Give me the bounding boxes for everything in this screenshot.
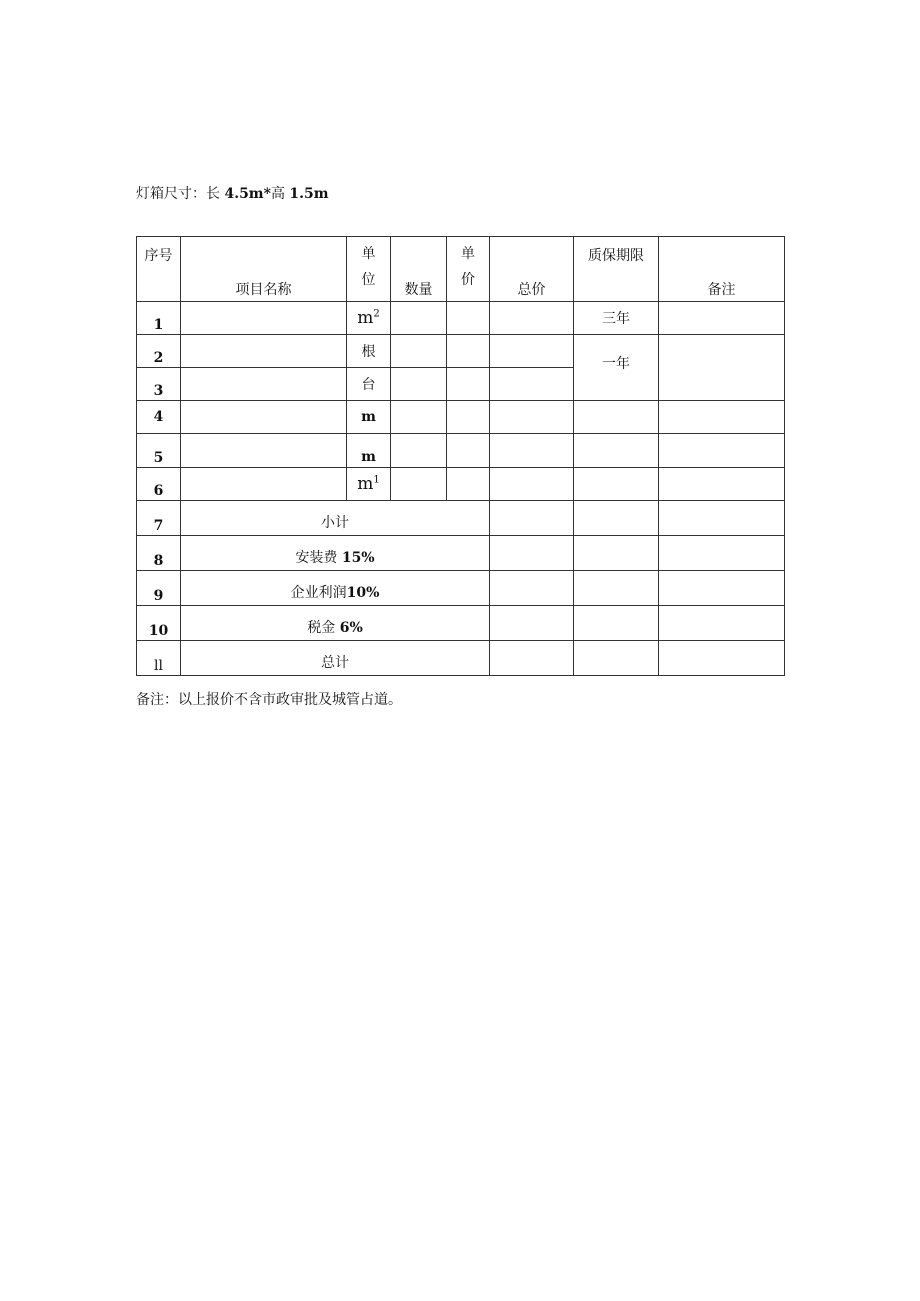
remark-cell (659, 434, 785, 468)
summary-label-cell (181, 641, 490, 676)
remark-cell (659, 641, 785, 676)
remark-cell (659, 302, 785, 335)
summary-row (137, 536, 785, 571)
quantity-cell (391, 401, 447, 434)
item-name-cell (181, 302, 347, 335)
table-row (137, 468, 785, 501)
summary-row (137, 501, 785, 536)
total-price-cell (490, 434, 574, 468)
item-name-cell (181, 468, 347, 501)
table-row (137, 302, 785, 335)
unit-price-cell (447, 434, 490, 468)
header-unit-price (447, 237, 490, 302)
summary-rate: 10% (346, 585, 380, 601)
header-seq: 序号 (137, 237, 181, 302)
total-price-cell (490, 335, 574, 368)
row-seq: 3 (137, 368, 181, 401)
row-seq: 6 (137, 468, 181, 501)
warranty-cell (574, 434, 659, 468)
page-heading (136, 184, 329, 204)
warranty-cell (574, 641, 659, 676)
total-price-cell (490, 501, 574, 536)
table-row (137, 434, 785, 468)
quantity-cell (391, 368, 447, 401)
summary-label-cell (181, 571, 490, 606)
unit-cell (347, 468, 391, 501)
header-row (137, 237, 785, 302)
summary-rate: 15% (341, 550, 375, 566)
item-name-cell (181, 434, 347, 468)
total-price-cell (490, 468, 574, 501)
remark-cell (659, 606, 785, 641)
summary-row (137, 606, 785, 641)
header-unit-line2: 位 (361, 272, 376, 288)
total-price-cell (490, 401, 574, 434)
row-seq: 10 (137, 606, 181, 641)
unit-cell: 根 (347, 335, 391, 368)
summary-row (137, 641, 785, 676)
unit-text: m (357, 308, 374, 328)
total-price-cell (490, 302, 574, 335)
unit-cell: 台 (347, 368, 391, 401)
total-price-cell (490, 536, 574, 571)
summary-label: 企业利润 (290, 585, 347, 601)
warranty-cell (574, 401, 659, 434)
quantity-cell (391, 335, 447, 368)
header-quantity: 数量 (391, 237, 447, 302)
row-seq: 2 (137, 335, 181, 368)
row-seq: 5 (137, 434, 181, 468)
item-name-cell (181, 335, 347, 368)
unit-price-cell (447, 368, 490, 401)
header-unit-price-line1: 单 (461, 246, 475, 262)
heading-height: 1.5m (289, 186, 329, 202)
row-seq: 9 (137, 571, 181, 606)
quotation-table (136, 236, 785, 676)
summary-label: 安装费 (295, 550, 338, 566)
total-price-cell (490, 606, 574, 641)
quantity-cell (391, 302, 447, 335)
remark-cell (659, 536, 785, 571)
summary-label: 总计 (321, 655, 349, 671)
unit-price-cell (447, 468, 490, 501)
summary-label: 税金 (307, 620, 336, 636)
summary-label-cell (181, 501, 490, 536)
row-seq: 7 (137, 501, 181, 536)
header-unit-price-line2: 价 (461, 272, 475, 288)
table-row (137, 335, 785, 368)
table-row (137, 401, 785, 434)
item-name-cell (181, 368, 347, 401)
unit-price-cell (447, 335, 490, 368)
warranty-cell (574, 606, 659, 641)
header-remark: 备注 (659, 237, 785, 302)
warranty-cell (574, 468, 659, 501)
summary-row (137, 571, 785, 606)
row-seq: 1 (137, 302, 181, 335)
heading-height-label: 高 (270, 186, 285, 202)
header-warranty: 质保期限 (574, 237, 659, 302)
remark-cell (659, 571, 785, 606)
header-unit (347, 237, 391, 302)
header-unit-line1: 单 (361, 246, 376, 262)
warranty-cell (574, 536, 659, 571)
warranty-cell: 三年 (574, 302, 659, 335)
quantity-cell (391, 468, 447, 501)
footnote: 备注：以上报价不含市政审批及城管占道。 (136, 692, 402, 708)
remark-cell (659, 501, 785, 536)
header-total-price: 总价 (490, 237, 574, 302)
quantity-cell (391, 434, 447, 468)
item-name-cell (181, 401, 347, 434)
unit-price-cell (447, 302, 490, 335)
summary-label-cell (181, 606, 490, 641)
warranty-cell: 一年 (574, 335, 659, 401)
unit-superscript: 1 (373, 474, 380, 486)
total-price-cell (490, 641, 574, 676)
row-seq: 4 (137, 401, 181, 434)
remark-cell (659, 468, 785, 501)
summary-rate: 6% (339, 620, 363, 636)
unit-cell (347, 302, 391, 335)
unit-cell: m (347, 401, 391, 434)
row-seq: 8 (137, 536, 181, 571)
total-price-cell (490, 368, 574, 401)
warranty-cell (574, 571, 659, 606)
remark-cell (659, 401, 785, 434)
heading-label: 灯箱尺寸：长 (136, 186, 220, 202)
total-price-cell (490, 571, 574, 606)
unit-superscript: 2 (373, 308, 380, 320)
unit-text: m (357, 474, 374, 494)
summary-label-cell (181, 536, 490, 571)
row-seq: ll (137, 641, 181, 676)
header-item-name: 项目名称 (181, 237, 347, 302)
unit-price-cell (447, 401, 490, 434)
unit-cell: m (347, 434, 391, 468)
heading-length: 4.5m* (224, 186, 271, 202)
summary-label: 小计 (321, 515, 349, 531)
remark-cell (659, 335, 785, 401)
warranty-cell (574, 501, 659, 536)
